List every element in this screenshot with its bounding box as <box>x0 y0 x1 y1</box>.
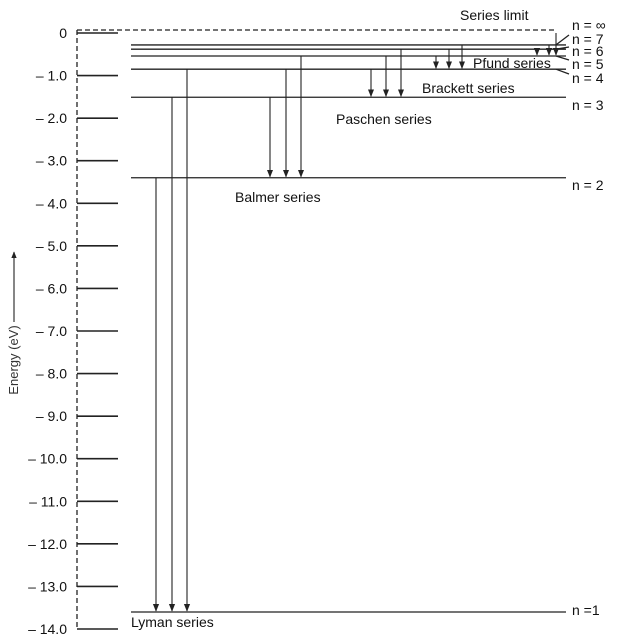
level-label-n1: n =1 <box>572 602 600 618</box>
tick-label: – 9.0 <box>35 408 67 425</box>
tick-label: – 6.0 <box>35 280 67 297</box>
tick-label: – 12.0 <box>28 535 67 552</box>
tick-label: – 7.0 <box>35 323 67 339</box>
y-axis-title: Energy (eV) <box>6 325 21 395</box>
level-connector-n4 <box>556 69 569 74</box>
tick-label: – 5.0 <box>35 237 67 254</box>
tick-label: – 2.0 <box>35 110 67 127</box>
balmer-series-label: Balmer series <box>235 189 321 205</box>
level-connector-n7 <box>556 35 569 45</box>
level-label-n2: n = 2 <box>572 177 604 193</box>
tick-label: – 1.0 <box>35 67 67 84</box>
paschen-series-label: Paschen series <box>336 111 432 127</box>
energy-axis <box>77 30 556 629</box>
tick-label: – 11.0 <box>29 493 67 510</box>
tick-label: 0 <box>59 25 67 41</box>
axis-ticks <box>28 25 118 637</box>
tick-label: – 8.0 <box>35 365 67 382</box>
level-label-n3: n = 3 <box>572 97 604 113</box>
tick-label: – 13.0 <box>28 578 67 595</box>
energy-levels <box>131 17 606 618</box>
level-label-n7: n = 7 <box>572 31 604 47</box>
tick-label: – 4.0 <box>35 195 67 212</box>
brackett-series-label: Brackett series <box>422 80 515 96</box>
level-label-n6: n = 6 <box>572 43 604 59</box>
level-label-n5: n = 5 <box>572 56 604 72</box>
level-label-n∞: n = ∞ <box>572 17 606 33</box>
tick-label: – 14.0 <box>28 621 67 637</box>
series-limit-label: Series limit <box>460 7 529 23</box>
pfund-series-label: Pfund series <box>473 55 551 71</box>
lyman-series-label: Lyman series <box>131 614 214 630</box>
level-label-n4: n = 4 <box>572 70 604 86</box>
tick-label: – 10.0 <box>28 450 67 467</box>
tick-label: – 3.0 <box>35 152 67 169</box>
